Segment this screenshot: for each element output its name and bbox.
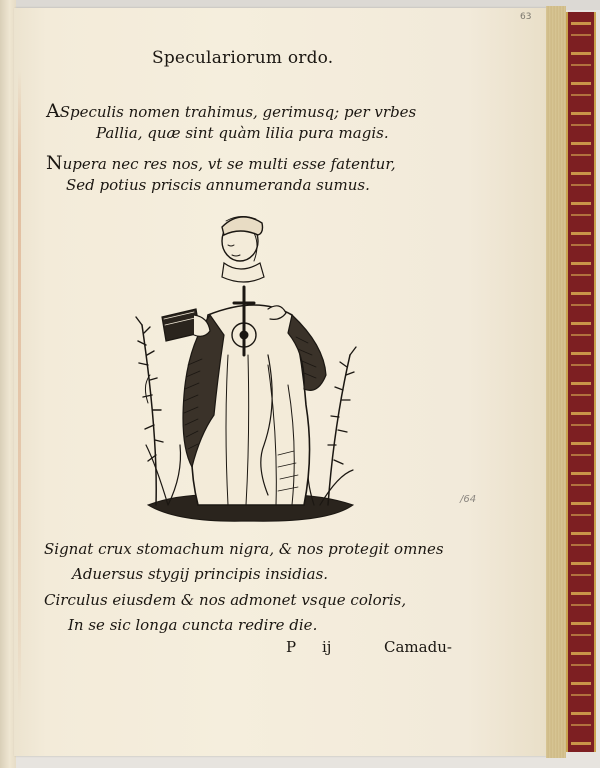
page-edges	[546, 6, 566, 758]
margin-pencil-note: /64	[460, 494, 477, 505]
signature-number: ij	[322, 638, 332, 656]
page-heading: Speculariorum ordo.	[152, 48, 334, 68]
verse-text: Sed potius priscis annumeranda sumus.	[66, 176, 370, 194]
verse-line: Aduersus stygij principis insidias.	[72, 565, 329, 583]
verse-line	[46, 100, 416, 122]
verse-line: Circulus eiusdem & nos admonet vsque coloris,	[44, 591, 407, 609]
signature-mark: P	[286, 638, 297, 656]
verse-line: In se sic longa cuncta redire die.	[68, 616, 318, 634]
initial-letter: N	[46, 152, 63, 174]
verse-line	[46, 152, 396, 174]
verse-text: Speculis nomen trahimus, gerimusq; per vrbes	[59, 103, 417, 121]
stain-line	[18, 70, 21, 710]
verse-text: Pallia, quæ sint quàm lilia pura magis.	[96, 124, 389, 142]
woodcut-illustration	[128, 205, 368, 535]
verse-text: upera nec res nos, vt se multi esse fatentur,	[62, 155, 396, 173]
verse-line	[66, 176, 370, 194]
verse-line: Signat crux stomachum nigra, & nos protegit omnes	[44, 540, 444, 558]
catchword: Camadu-	[384, 638, 452, 656]
pencil-folio-number: 63	[520, 12, 532, 22]
verse-line	[96, 124, 389, 142]
initial-letter: A	[46, 100, 60, 122]
binding-spine	[566, 12, 596, 752]
